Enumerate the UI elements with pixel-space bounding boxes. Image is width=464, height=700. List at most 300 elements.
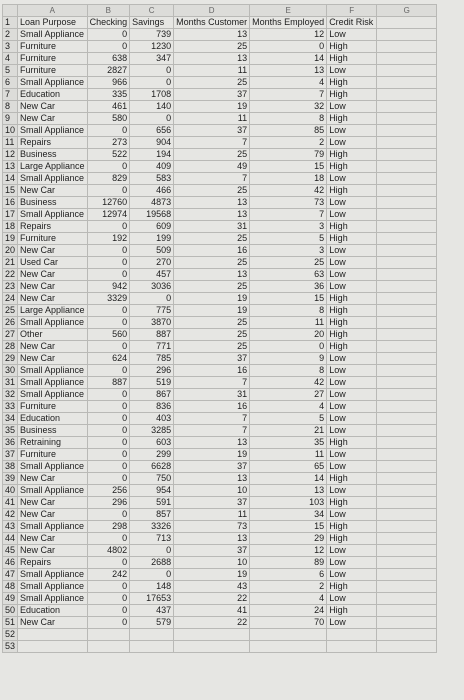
table-cell[interactable]: High	[327, 77, 377, 89]
empty-cell[interactable]	[377, 89, 437, 101]
table-cell[interactable]: 0	[130, 545, 174, 557]
table-cell[interactable]: 0	[87, 389, 130, 401]
table-cell[interactable]: Furniture	[18, 449, 88, 461]
table-cell[interactable]: 199	[130, 233, 174, 245]
row-number[interactable]: 27	[3, 329, 18, 341]
table-cell[interactable]: 73	[174, 521, 250, 533]
table-cell[interactable]: 2688	[130, 557, 174, 569]
table-cell[interactable]: 3285	[130, 425, 174, 437]
table-cell[interactable]: 3329	[87, 293, 130, 305]
table-cell[interactable]: 0	[87, 245, 130, 257]
table-cell[interactable]: Low	[327, 137, 377, 149]
empty-cell[interactable]	[377, 293, 437, 305]
row-number[interactable]: 52	[3, 629, 18, 641]
empty-cell[interactable]	[377, 197, 437, 209]
row-number[interactable]: 28	[3, 341, 18, 353]
table-cell[interactable]: 3036	[130, 281, 174, 293]
table-cell[interactable]: 13	[174, 53, 250, 65]
table-cell[interactable]: 580	[87, 113, 130, 125]
table-cell[interactable]: Low	[327, 545, 377, 557]
table-cell[interactable]: 11	[174, 65, 250, 77]
table-cell[interactable]: 0	[87, 161, 130, 173]
table-cell[interactable]: 29	[250, 533, 327, 545]
table-cell[interactable]: 409	[130, 161, 174, 173]
empty-cell[interactable]	[377, 389, 437, 401]
table-cell[interactable]: Low	[327, 281, 377, 293]
row-number[interactable]: 19	[3, 233, 18, 245]
row-number[interactable]: 17	[3, 209, 18, 221]
table-cell[interactable]: 13	[174, 197, 250, 209]
table-cell[interactable]: Low	[327, 413, 377, 425]
table-cell[interactable]: 7	[174, 173, 250, 185]
empty-cell[interactable]	[377, 449, 437, 461]
table-cell[interactable]: High	[327, 521, 377, 533]
table-cell[interactable]: 256	[87, 485, 130, 497]
header-cell-loan-purpose[interactable]: Loan Purpose	[18, 17, 88, 29]
table-cell[interactable]: 857	[130, 509, 174, 521]
table-cell[interactable]: 22	[174, 617, 250, 629]
table-cell[interactable]: Small Appliance	[18, 365, 88, 377]
table-cell[interactable]: Low	[327, 269, 377, 281]
table-cell[interactable]: 7	[174, 137, 250, 149]
empty-cell[interactable]	[377, 65, 437, 77]
table-cell[interactable]: New Car	[18, 509, 88, 521]
table-cell[interactable]: 22	[174, 593, 250, 605]
header-cell-credit-risk[interactable]: Credit Risk	[327, 17, 377, 29]
row-number[interactable]: 35	[3, 425, 18, 437]
table-cell[interactable]: 34	[250, 509, 327, 521]
table-cell[interactable]: 11	[174, 509, 250, 521]
table-cell[interactable]: 0	[87, 557, 130, 569]
table-cell[interactable]: New Car	[18, 101, 88, 113]
table-cell[interactable]: Furniture	[18, 41, 88, 53]
row-number[interactable]: 14	[3, 173, 18, 185]
table-cell[interactable]: 942	[87, 281, 130, 293]
table-cell[interactable]: 25	[174, 329, 250, 341]
column-header-c[interactable]: C	[130, 5, 174, 17]
table-cell[interactable]: Low	[327, 173, 377, 185]
table-cell[interactable]: High	[327, 149, 377, 161]
table-cell[interactable]: 19	[174, 293, 250, 305]
table-cell[interactable]: 15	[250, 161, 327, 173]
table-cell[interactable]: High	[327, 41, 377, 53]
table-cell[interactable]: 638	[87, 53, 130, 65]
row-number[interactable]: 42	[3, 509, 18, 521]
table-cell[interactable]: 867	[130, 389, 174, 401]
table-cell[interactable]: 9	[250, 353, 327, 365]
empty-cell[interactable]	[377, 113, 437, 125]
table-cell[interactable]: 775	[130, 305, 174, 317]
row-number[interactable]: 38	[3, 461, 18, 473]
empty-cell[interactable]	[377, 221, 437, 233]
row-number[interactable]: 37	[3, 449, 18, 461]
table-cell[interactable]: 270	[130, 257, 174, 269]
table-cell[interactable]: Large Appliance	[18, 161, 88, 173]
table-cell[interactable]: 25	[174, 185, 250, 197]
empty-cell[interactable]	[377, 149, 437, 161]
table-cell[interactable]: 25	[174, 341, 250, 353]
table-cell[interactable]: Repairs	[18, 221, 88, 233]
table-cell[interactable]: 624	[87, 353, 130, 365]
empty-cell[interactable]	[377, 209, 437, 221]
table-cell[interactable]: 2827	[87, 65, 130, 77]
table-cell[interactable]: High	[327, 605, 377, 617]
table-cell[interactable]: 13	[174, 29, 250, 41]
table-cell[interactable]	[130, 641, 174, 653]
table-cell[interactable]: 17653	[130, 593, 174, 605]
table-cell[interactable]: 16	[174, 245, 250, 257]
table-cell[interactable]: High	[327, 185, 377, 197]
table-cell[interactable]: 887	[87, 377, 130, 389]
table-cell[interactable]: 0	[87, 269, 130, 281]
header-cell-months-employed[interactable]: Months Employed	[250, 17, 327, 29]
table-cell[interactable]: Furniture	[18, 233, 88, 245]
table-cell[interactable]: New Car	[18, 617, 88, 629]
table-cell[interactable]: Other	[18, 329, 88, 341]
table-cell[interactable]: 31	[174, 389, 250, 401]
table-cell[interactable]: 829	[87, 173, 130, 185]
table-cell[interactable]: Low	[327, 209, 377, 221]
table-cell[interactable]: 15	[250, 521, 327, 533]
row-number[interactable]: 39	[3, 473, 18, 485]
header-cell-checking[interactable]: Checking	[87, 17, 130, 29]
table-cell[interactable]: 25	[174, 77, 250, 89]
table-cell[interactable]: 0	[87, 365, 130, 377]
table-cell[interactable]: 10	[174, 557, 250, 569]
table-cell[interactable]: New Car	[18, 245, 88, 257]
row-number[interactable]: 23	[3, 281, 18, 293]
table-cell[interactable]: New Car	[18, 533, 88, 545]
table-cell[interactable]: 13	[174, 533, 250, 545]
empty-cell[interactable]	[377, 125, 437, 137]
table-cell[interactable]: 904	[130, 137, 174, 149]
row-number[interactable]: 16	[3, 197, 18, 209]
table-cell[interactable]: 10	[174, 485, 250, 497]
table-cell[interactable]: 27	[250, 389, 327, 401]
row-number[interactable]: 22	[3, 269, 18, 281]
column-header-g[interactable]: G	[377, 5, 437, 17]
table-cell[interactable]: 0	[87, 29, 130, 41]
table-cell[interactable]: New Car	[18, 293, 88, 305]
table-cell[interactable]: 14	[250, 473, 327, 485]
table-cell[interactable]: 37	[174, 353, 250, 365]
table-cell[interactable]: Low	[327, 257, 377, 269]
table-cell[interactable]: 25	[174, 257, 250, 269]
table-cell[interactable]: Small Appliance	[18, 377, 88, 389]
table-cell[interactable]: 603	[130, 437, 174, 449]
row-number[interactable]: 10	[3, 125, 18, 137]
row-number[interactable]: 45	[3, 545, 18, 557]
row-number[interactable]: 30	[3, 365, 18, 377]
table-cell[interactable]: 0	[87, 437, 130, 449]
row-number[interactable]: 41	[3, 497, 18, 509]
table-cell[interactable]: High	[327, 161, 377, 173]
table-cell[interactable]: Business	[18, 149, 88, 161]
table-cell[interactable]: Low	[327, 617, 377, 629]
row-number[interactable]: 34	[3, 413, 18, 425]
row-number[interactable]: 5	[3, 65, 18, 77]
empty-cell[interactable]	[377, 605, 437, 617]
table-cell[interactable]	[174, 629, 250, 641]
table-cell[interactable]: 0	[250, 341, 327, 353]
table-cell[interactable]: High	[327, 437, 377, 449]
table-cell[interactable]: 0	[130, 569, 174, 581]
row-number[interactable]: 36	[3, 437, 18, 449]
table-cell[interactable]: Low	[327, 101, 377, 113]
table-cell[interactable]: 148	[130, 581, 174, 593]
table-cell[interactable]: High	[327, 113, 377, 125]
row-number[interactable]: 26	[3, 317, 18, 329]
table-cell[interactable]: 785	[130, 353, 174, 365]
table-cell[interactable]: 0	[87, 605, 130, 617]
table-cell[interactable]: Low	[327, 353, 377, 365]
table-cell[interactable]: 12	[250, 29, 327, 41]
table-cell[interactable]: 560	[87, 329, 130, 341]
table-cell[interactable]: Low	[327, 389, 377, 401]
row-number[interactable]: 32	[3, 389, 18, 401]
table-cell[interactable]: New Car	[18, 497, 88, 509]
empty-cell[interactable]	[377, 281, 437, 293]
table-cell[interactable]: 12974	[87, 209, 130, 221]
table-cell[interactable]: Small Appliance	[18, 581, 88, 593]
table-cell[interactable]: 13	[174, 209, 250, 221]
table-cell[interactable]: Large Appliance	[18, 305, 88, 317]
table-cell[interactable]: 85	[250, 125, 327, 137]
empty-cell[interactable]	[377, 17, 437, 29]
table-cell[interactable]: Low	[327, 125, 377, 137]
empty-cell[interactable]	[377, 437, 437, 449]
table-cell[interactable]: 37	[174, 497, 250, 509]
empty-cell[interactable]	[377, 161, 437, 173]
table-cell[interactable]: High	[327, 221, 377, 233]
table-cell[interactable]: Furniture	[18, 401, 88, 413]
table-cell[interactable]: 25	[250, 257, 327, 269]
table-cell[interactable]: 7	[174, 413, 250, 425]
table-cell[interactable]: 11	[250, 317, 327, 329]
table-cell[interactable]: High	[327, 341, 377, 353]
empty-cell[interactable]	[377, 629, 437, 641]
table-cell[interactable]: High	[327, 497, 377, 509]
empty-cell[interactable]	[377, 305, 437, 317]
table-cell[interactable]: 0	[87, 413, 130, 425]
empty-cell[interactable]	[377, 401, 437, 413]
table-cell[interactable]: Small Appliance	[18, 485, 88, 497]
table-cell[interactable]: 0	[87, 341, 130, 353]
table-cell[interactable]: Small Appliance	[18, 389, 88, 401]
empty-cell[interactable]	[377, 557, 437, 569]
table-cell[interactable]: Low	[327, 377, 377, 389]
table-cell[interactable]: 0	[87, 617, 130, 629]
table-cell[interactable]: 0	[87, 317, 130, 329]
table-cell[interactable]: 0	[130, 113, 174, 125]
table-cell[interactable]: Low	[327, 509, 377, 521]
table-cell[interactable]: 750	[130, 473, 174, 485]
table-cell[interactable]: New Car	[18, 353, 88, 365]
table-cell[interactable]: 103	[250, 497, 327, 509]
table-cell[interactable]: 89	[250, 557, 327, 569]
table-cell[interactable]: 3326	[130, 521, 174, 533]
table-cell[interactable]	[174, 641, 250, 653]
table-cell[interactable]: Education	[18, 89, 88, 101]
empty-cell[interactable]	[377, 233, 437, 245]
table-cell[interactable]: 0	[87, 581, 130, 593]
table-cell[interactable]: New Car	[18, 185, 88, 197]
table-cell[interactable]: 13	[250, 485, 327, 497]
table-cell[interactable]: 6	[250, 569, 327, 581]
row-number[interactable]: 6	[3, 77, 18, 89]
table-cell[interactable]: 42	[250, 185, 327, 197]
table-cell[interactable]: 954	[130, 485, 174, 497]
table-cell[interactable]: High	[327, 533, 377, 545]
table-cell[interactable]: High	[327, 473, 377, 485]
table-cell[interactable]: 49	[174, 161, 250, 173]
column-header-d[interactable]: D	[174, 5, 250, 17]
table-cell[interactable]: 0	[87, 425, 130, 437]
empty-cell[interactable]	[377, 41, 437, 53]
table-cell[interactable]: 771	[130, 341, 174, 353]
empty-cell[interactable]	[377, 137, 437, 149]
table-cell[interactable]: 37	[174, 125, 250, 137]
table-cell[interactable]: Used Car	[18, 257, 88, 269]
column-header-b[interactable]: B	[87, 5, 130, 17]
table-cell[interactable]: 79	[250, 149, 327, 161]
table-cell[interactable]: 11	[250, 449, 327, 461]
row-number[interactable]: 25	[3, 305, 18, 317]
table-cell[interactable]: 0	[130, 293, 174, 305]
table-cell[interactable]: 0	[87, 533, 130, 545]
row-number[interactable]: 20	[3, 245, 18, 257]
empty-cell[interactable]	[377, 509, 437, 521]
table-cell[interactable]: 0	[130, 65, 174, 77]
table-cell[interactable]: 3	[250, 221, 327, 233]
table-cell[interactable]: High	[327, 89, 377, 101]
table-cell[interactable]: Small Appliance	[18, 521, 88, 533]
table-cell[interactable]	[87, 629, 130, 641]
row-number[interactable]: 51	[3, 617, 18, 629]
empty-cell[interactable]	[377, 101, 437, 113]
row-number[interactable]: 24	[3, 293, 18, 305]
table-cell[interactable]: 19	[174, 449, 250, 461]
table-cell[interactable]: Low	[327, 401, 377, 413]
row-number[interactable]: 4	[3, 53, 18, 65]
table-cell[interactable]: 20	[250, 329, 327, 341]
table-cell[interactable]: 0	[130, 77, 174, 89]
table-cell[interactable]: Small Appliance	[18, 77, 88, 89]
empty-cell[interactable]	[377, 365, 437, 377]
table-cell[interactable]: 0	[87, 221, 130, 233]
empty-cell[interactable]	[377, 461, 437, 473]
table-cell[interactable]: 13	[174, 473, 250, 485]
table-cell[interactable]: 2	[250, 137, 327, 149]
table-cell[interactable]: 7	[250, 89, 327, 101]
table-cell[interactable]: 15	[250, 293, 327, 305]
table-cell[interactable]: High	[327, 293, 377, 305]
table-cell[interactable]	[327, 629, 377, 641]
table-cell[interactable]	[327, 641, 377, 653]
table-cell[interactable]: 43	[174, 581, 250, 593]
table-cell[interactable]: 0	[87, 593, 130, 605]
empty-cell[interactable]	[377, 413, 437, 425]
table-cell[interactable]: Small Appliance	[18, 593, 88, 605]
table-cell[interactable]: 13	[250, 65, 327, 77]
table-cell[interactable]	[18, 629, 88, 641]
table-cell[interactable]: Low	[327, 425, 377, 437]
table-cell[interactable]: 296	[87, 497, 130, 509]
table-cell[interactable]: 347	[130, 53, 174, 65]
table-cell[interactable]: 739	[130, 29, 174, 41]
table-cell[interactable]: 0	[87, 185, 130, 197]
table-cell[interactable]: 4873	[130, 197, 174, 209]
table-cell[interactable]: 0	[87, 473, 130, 485]
table-cell[interactable]: 25	[174, 317, 250, 329]
table-cell[interactable]: 966	[87, 77, 130, 89]
table-cell[interactable]: Low	[327, 365, 377, 377]
empty-cell[interactable]	[377, 521, 437, 533]
table-cell[interactable]: 609	[130, 221, 174, 233]
row-number[interactable]: 49	[3, 593, 18, 605]
row-number[interactable]: 44	[3, 533, 18, 545]
table-cell[interactable]: 466	[130, 185, 174, 197]
empty-cell[interactable]	[377, 641, 437, 653]
table-cell[interactable]: Small Appliance	[18, 569, 88, 581]
row-number[interactable]: 8	[3, 101, 18, 113]
table-cell[interactable]: 63	[250, 269, 327, 281]
table-cell[interactable]: 140	[130, 101, 174, 113]
table-cell[interactable]: New Car	[18, 113, 88, 125]
empty-cell[interactable]	[377, 29, 437, 41]
table-cell[interactable]: 25	[174, 233, 250, 245]
table-cell[interactable]: 437	[130, 605, 174, 617]
table-cell[interactable]: Low	[327, 245, 377, 257]
row-number[interactable]: 13	[3, 161, 18, 173]
empty-cell[interactable]	[377, 257, 437, 269]
table-cell[interactable]: 591	[130, 497, 174, 509]
table-cell[interactable]: 335	[87, 89, 130, 101]
table-cell[interactable]: 242	[87, 569, 130, 581]
table-cell[interactable]: New Car	[18, 473, 88, 485]
table-cell[interactable]: 273	[87, 137, 130, 149]
empty-cell[interactable]	[377, 425, 437, 437]
empty-cell[interactable]	[377, 353, 437, 365]
table-cell[interactable]: Retraining	[18, 437, 88, 449]
row-number[interactable]: 3	[3, 41, 18, 53]
table-cell[interactable]: Low	[327, 569, 377, 581]
table-cell[interactable]: 19	[174, 569, 250, 581]
table-cell[interactable]: 1708	[130, 89, 174, 101]
table-cell[interactable]: 2	[250, 581, 327, 593]
table-cell[interactable]: 25	[174, 41, 250, 53]
table-cell[interactable]: Small Appliance	[18, 209, 88, 221]
table-cell[interactable]: 14	[250, 53, 327, 65]
table-cell[interactable]: 0	[87, 41, 130, 53]
row-number[interactable]: 12	[3, 149, 18, 161]
table-cell[interactable]: 299	[130, 449, 174, 461]
empty-cell[interactable]	[377, 269, 437, 281]
table-cell[interactable]: High	[327, 329, 377, 341]
table-cell[interactable]: 11	[174, 113, 250, 125]
row-number[interactable]: 50	[3, 605, 18, 617]
table-cell[interactable]: 25	[174, 281, 250, 293]
table-cell[interactable]	[18, 641, 88, 653]
table-cell[interactable]: 194	[130, 149, 174, 161]
row-number[interactable]: 53	[3, 641, 18, 653]
table-cell[interactable]: High	[327, 581, 377, 593]
table-cell[interactable]: 42	[250, 377, 327, 389]
table-cell[interactable]: 1230	[130, 41, 174, 53]
table-cell[interactable]: 7	[174, 425, 250, 437]
row-number[interactable]: 7	[3, 89, 18, 101]
row-number[interactable]: 48	[3, 581, 18, 593]
